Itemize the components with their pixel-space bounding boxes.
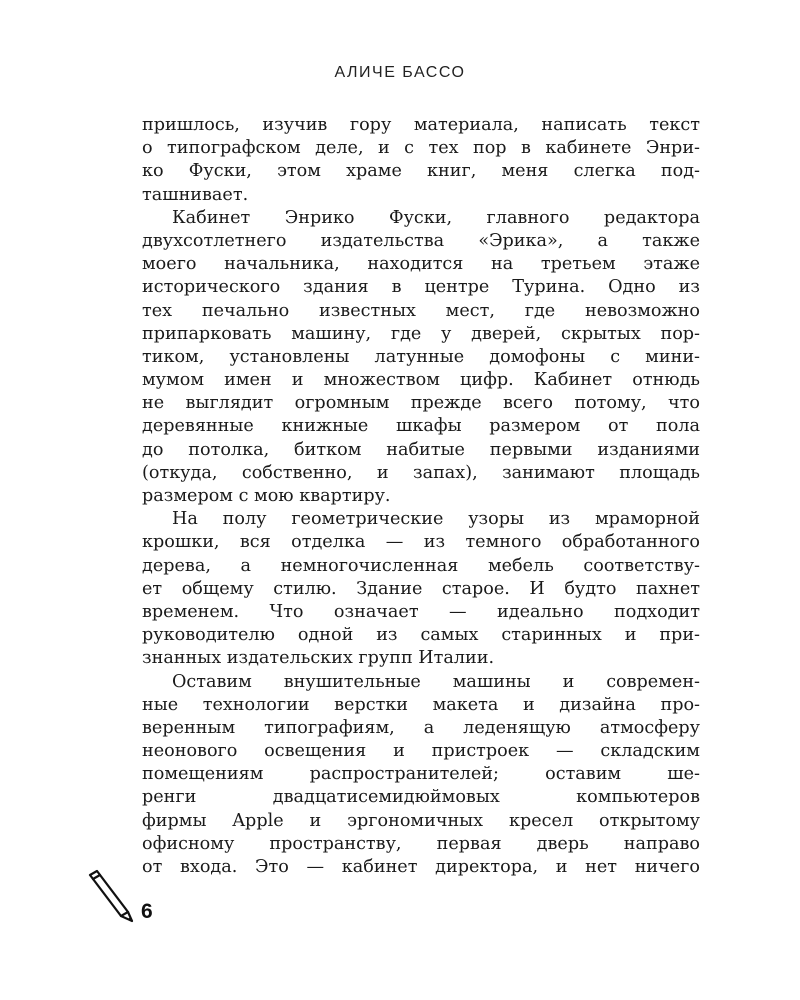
text-line: ташнивает. xyxy=(142,184,249,205)
text-line: деревянные книжные шкафы размером от пола xyxy=(142,416,700,437)
text-line: знанных издательских групп Италии. xyxy=(142,648,495,669)
text-line: до потолка, битком набитые первыми изданиями xyxy=(142,439,700,460)
text-line: руководителю одной из самых старинных и при- xyxy=(142,625,700,646)
text-line: крошки, вся отделка — из темного обработанного xyxy=(142,532,700,553)
text-line: ет общему стилю. Здание старое. И будто пахнет xyxy=(142,578,700,599)
text-line: веренным типографиям, а леденящую атмосферу xyxy=(142,717,700,738)
pencil-icon xyxy=(86,868,136,924)
text-line: временем. Что означает — идеально подходит xyxy=(142,601,700,622)
text-line: Оставим внушительные машины и современ- xyxy=(172,671,700,692)
text-line: припарковать машину, где у дверей, скрытых пор- xyxy=(142,323,700,344)
body-text xyxy=(142,114,700,879)
page-number: 6 xyxy=(141,900,153,923)
running-header: АЛИЧЕ БАССО xyxy=(334,64,466,81)
text-line: исторического здания в центре Турина. Одно из xyxy=(142,277,700,298)
text-line: ренги двадцатисемидюймовых компьютеров xyxy=(142,787,700,808)
text-line: дерева, а немногочисленная мебель соответству- xyxy=(142,555,700,576)
text-line: неонового освещения и пристроек — складским xyxy=(142,741,700,762)
text-line: от входа. Это — кабинет директора, и нет ничего xyxy=(142,857,700,877)
text-line: тиком, установлены латунные домофоны с мини- xyxy=(142,346,700,367)
text-line: ные технологии верстки макета и дизайна про- xyxy=(142,694,700,715)
text-line: не выглядит огромным прежде всего потому, что xyxy=(142,393,700,414)
text-line: моего начальника, находится на третьем этаже xyxy=(142,254,700,275)
text-line: (откуда, собственно, и запах), занимают площадь xyxy=(142,462,700,483)
text-line: пришлось, изучив гору материала, написать текст xyxy=(142,115,700,135)
text-line: о типографском деле, и с тех пор в кабинете Энри- xyxy=(142,138,700,159)
text-line: ко Фуски, этом храме книг, меня слегка под- xyxy=(142,161,700,182)
text-line: тех печально известных мест, где невозможно xyxy=(142,300,700,321)
text-line: фирмы Apple и эргономичных кресел открытому xyxy=(142,810,700,831)
text-line: размером с мою квартиру. xyxy=(142,486,391,506)
text-line: двухсотлетнего издательства «Эрика», а также xyxy=(142,230,700,251)
text-line: На полу геометрические узоры из мраморной xyxy=(172,509,700,530)
text-line: Кабинет Энрико Фуски, главного редактора xyxy=(172,207,700,228)
text-line: помещениям распространителей; оставим ше- xyxy=(142,764,700,785)
text-line: мумом имен и множеством цифр. Кабинет отнюдь xyxy=(142,370,700,391)
text-line: офисному пространству, первая дверь направо xyxy=(142,833,700,854)
